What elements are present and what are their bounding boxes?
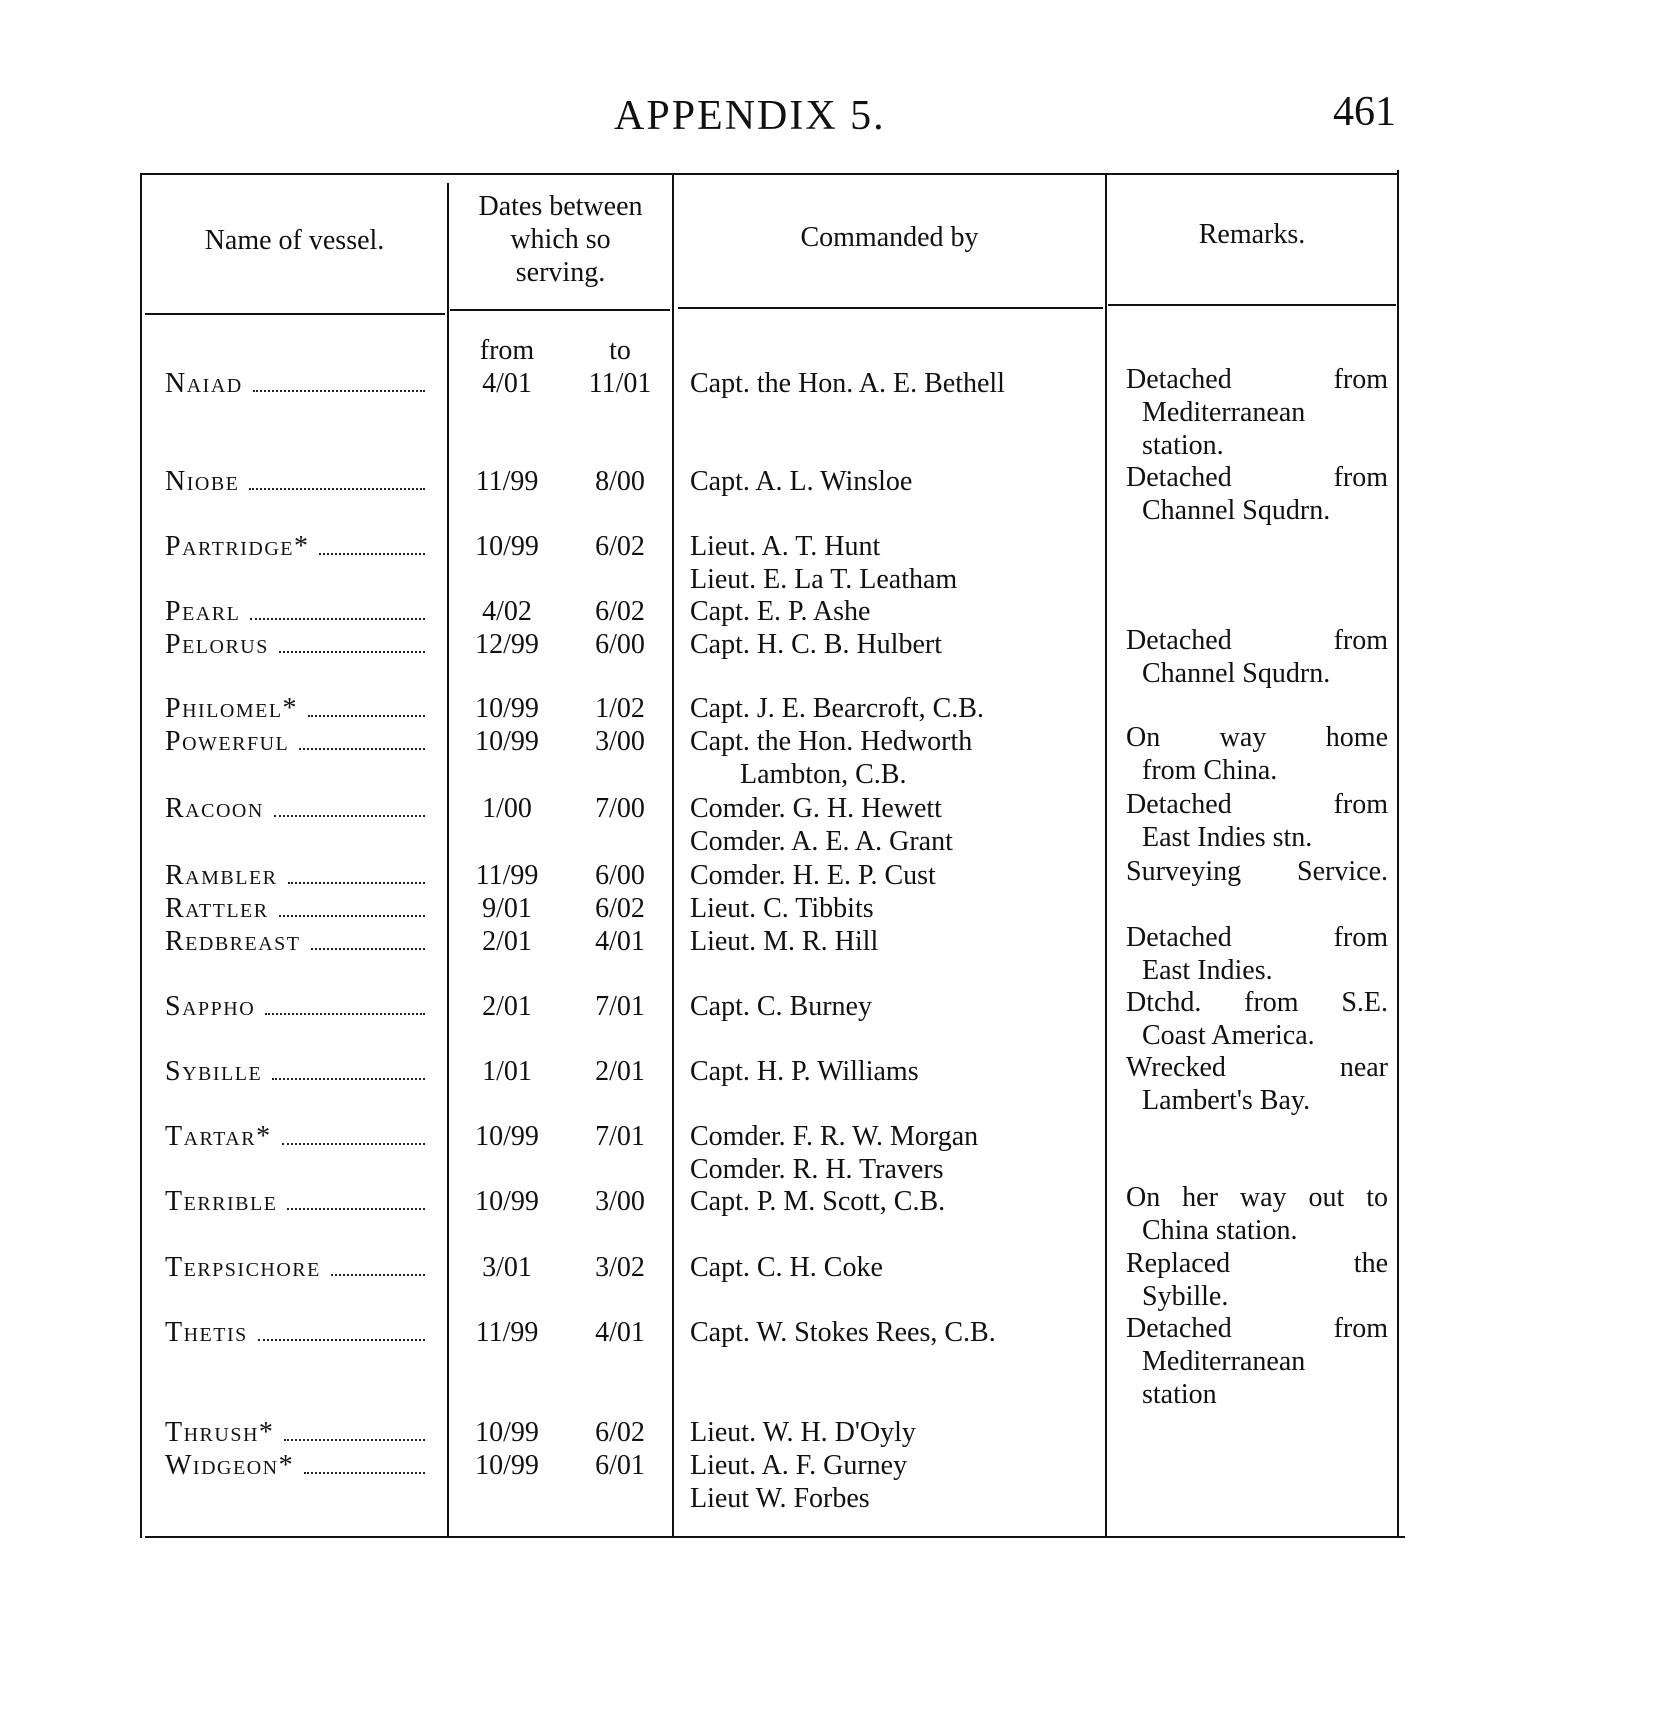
vessel-name — [165, 530, 427, 563]
remark-line: from China. — [1142, 755, 1278, 786]
vessel-name — [165, 1449, 427, 1482]
vessel-name — [165, 725, 427, 758]
header-dates-line: which so — [510, 224, 611, 255]
vessel-name-text: Rattler — [165, 893, 269, 924]
header-rule — [145, 313, 445, 315]
from-label: from — [479, 335, 535, 366]
commanders — [690, 465, 912, 498]
remark-line: Channel Squdrn. — [1142, 658, 1331, 689]
remark-line: Detached from — [1126, 625, 1388, 656]
vessel-name — [165, 1316, 427, 1349]
commanders — [690, 530, 957, 596]
date-to: 7/01 — [595, 1121, 645, 1152]
commander: Capt. the Hon. Hedworth — [690, 726, 973, 757]
commander: Capt. P. M. Scott, C.B. — [690, 1186, 946, 1217]
commanders — [690, 1416, 916, 1449]
commander: Lieut. E. La T. Leatham — [690, 564, 958, 595]
vessel-name-text: Redbreast — [165, 926, 301, 957]
commanders — [690, 1449, 907, 1515]
remark-line: station — [1142, 1379, 1217, 1410]
remarks — [1126, 921, 1388, 987]
commander: Capt. H. P. Williams — [690, 1056, 919, 1087]
date-to: 11/01 — [588, 368, 652, 399]
vessel-name-text: Racoon — [165, 793, 264, 824]
dot-leader — [250, 618, 425, 620]
commanders — [690, 792, 953, 858]
header-dates — [449, 190, 672, 289]
date-to: 4/01 — [595, 1317, 645, 1348]
remarks — [1126, 721, 1388, 787]
commanders — [690, 859, 936, 892]
commander: Lieut W. Forbes — [690, 1483, 870, 1514]
remark-line: China station. — [1142, 1215, 1298, 1246]
dot-leader — [284, 1439, 425, 1441]
table-row — [0, 922, 1680, 986]
commanders — [690, 1316, 996, 1349]
remark-line: Detached from — [1126, 1313, 1388, 1344]
date-to: 1/02 — [595, 693, 645, 724]
commander: Comder. H. E. P. Cust — [690, 860, 936, 891]
date-to: 7/01 — [595, 991, 645, 1022]
vessel-name-text: Widgeon* — [165, 1450, 295, 1481]
remark-line: Lambert's Bay. — [1142, 1085, 1311, 1116]
table-row — [0, 595, 1680, 628]
commanders — [690, 725, 972, 791]
remark-line: Dtchd. from S.E. — [1126, 987, 1388, 1018]
vessel-name — [165, 692, 427, 725]
date-from: 10/99 — [475, 1186, 539, 1217]
commander: Comder. F. R. W. Morgan — [690, 1121, 979, 1152]
date-to: 7/00 — [595, 793, 645, 824]
table-row — [0, 1248, 1680, 1312]
vessel-name — [165, 792, 427, 825]
date-to: 6/01 — [595, 1450, 645, 1481]
remarks — [1126, 855, 1388, 888]
dot-leader — [308, 715, 425, 717]
table-row — [0, 364, 1680, 461]
commander: Capt. H. C. B. Hulbert — [690, 629, 942, 660]
commander: Capt. W. Stokes Rees, C.B. — [690, 1317, 996, 1348]
dot-leader — [249, 488, 425, 490]
vessel-name — [165, 595, 427, 628]
vessel-name — [165, 925, 427, 958]
remarks — [1126, 1312, 1388, 1411]
remark-line: Mediterranean — [1142, 1346, 1306, 1377]
commander: Lieut. M. R. Hill — [690, 926, 879, 957]
vessel-name — [165, 990, 427, 1023]
dot-leader — [331, 1274, 425, 1276]
remark-line: On way home — [1126, 722, 1388, 753]
date-from: 2/01 — [482, 926, 532, 957]
date-to: 6/02 — [595, 531, 645, 562]
remark-line: On her way out to — [1126, 1182, 1388, 1213]
date-from: 4/02 — [482, 596, 532, 627]
vessel-name-text: Rambler — [165, 860, 278, 891]
date-to: 3/00 — [595, 726, 645, 757]
header-commanded-by: Commanded by — [800, 222, 979, 253]
remark-line: Detached from — [1126, 364, 1388, 395]
remarks — [1126, 461, 1388, 527]
vessel-name-text: Pelorus — [165, 629, 269, 660]
table-row — [0, 892, 1680, 925]
date-to: 8/00 — [595, 466, 645, 497]
vessel-name-text: Pearl — [165, 596, 241, 627]
remark-line: Coast America. — [1142, 1020, 1315, 1051]
table-row — [0, 1449, 1680, 1514]
table-row — [0, 1182, 1680, 1246]
remarks — [1126, 624, 1388, 690]
remarks — [1126, 1051, 1388, 1117]
dot-leader — [253, 390, 425, 392]
table-row — [0, 625, 1680, 689]
header-rule — [678, 307, 1103, 309]
vessel-name — [165, 1055, 427, 1088]
date-from: 10/99 — [475, 531, 539, 562]
vessel-name — [165, 892, 427, 925]
remark-line: Replaced the — [1126, 1248, 1388, 1279]
commander: Comder. R. H. Travers — [690, 1154, 944, 1185]
table-row — [0, 1416, 1680, 1449]
vessel-name-text: Philomel* — [165, 693, 299, 724]
header-rule — [1108, 304, 1396, 306]
date-from: 10/99 — [475, 1121, 539, 1152]
commander: Lieut. W. H. D'Oyly — [690, 1417, 916, 1448]
date-to: 6/00 — [595, 629, 645, 660]
remarks — [1126, 986, 1388, 1052]
commander: Capt. the Hon. A. E. Bethell — [690, 368, 1005, 399]
vessel-name — [165, 465, 427, 498]
commanders — [690, 692, 984, 725]
date-from: 2/01 — [482, 991, 532, 1022]
date-to: 6/02 — [595, 1417, 645, 1448]
date-from: 9/01 — [482, 893, 532, 924]
commander: Lieut. A. F. Gurney — [690, 1450, 908, 1481]
date-from: 11/99 — [475, 1317, 539, 1348]
date-to: 3/00 — [595, 1186, 645, 1217]
date-to: 6/02 — [595, 893, 645, 924]
table-row — [0, 462, 1680, 526]
table-row — [0, 530, 1680, 595]
vessel-name — [165, 628, 427, 661]
commander: Lieut. C. Tibbits — [690, 893, 874, 924]
header-remarks: Remarks. — [1198, 219, 1306, 250]
date-from: 10/99 — [475, 726, 539, 757]
vessel-name-text: Powerful — [165, 726, 290, 757]
commander: Comder. A. E. A. Grant — [690, 826, 953, 857]
remark-line: Detached from — [1126, 922, 1388, 953]
date-from: 10/99 — [475, 693, 539, 724]
remark-line: Channel Squdrn. — [1142, 495, 1331, 526]
remark-line: East Indies stn. — [1142, 822, 1313, 853]
remark-line: Surveying Service. — [1126, 856, 1388, 887]
vessel-name-text: Thrush* — [165, 1417, 275, 1448]
table-row — [0, 789, 1680, 857]
remarks — [1126, 1181, 1388, 1247]
date-to: 2/01 — [595, 1056, 645, 1087]
vessel-name-text: Terpsichore — [165, 1252, 321, 1283]
date-from: 1/01 — [482, 1056, 532, 1087]
dot-leader — [282, 1143, 425, 1145]
date-from: 1/00 — [482, 793, 532, 824]
remark-line: station. — [1142, 430, 1224, 461]
dot-leader — [299, 748, 425, 750]
remark-line: Detached from — [1126, 789, 1388, 820]
date-from: 11/99 — [475, 466, 539, 497]
commanders — [690, 990, 872, 1023]
commander: Capt. E. P. Ashe — [690, 596, 871, 627]
dot-leader — [311, 948, 425, 950]
remarks — [1126, 1247, 1388, 1313]
vessel-name-text: Sybille — [165, 1056, 263, 1087]
commander: Capt. J. E. Bearcroft, C.B. — [690, 693, 984, 724]
commanders — [690, 1251, 883, 1284]
remark-line: Mediterranean — [1142, 397, 1306, 428]
date-from: 4/01 — [482, 368, 532, 399]
date-to: 6/02 — [595, 596, 645, 627]
commanders — [690, 892, 874, 925]
dot-leader — [288, 882, 425, 884]
table-row — [0, 856, 1680, 892]
remarks — [1126, 788, 1388, 854]
commanders — [690, 1055, 919, 1088]
date-to: 3/02 — [595, 1252, 645, 1283]
remark-line: Detached from — [1126, 462, 1388, 493]
vessel-name — [165, 1185, 427, 1218]
vessel-name-text: Partridge* — [165, 531, 310, 562]
vessel-name-text: Thetis — [165, 1317, 248, 1348]
commander: Capt. A. L. Winsloe — [690, 466, 913, 497]
dot-leader — [287, 1208, 425, 1210]
table-top-rule — [140, 173, 1398, 175]
date-to: 6/00 — [595, 860, 645, 891]
dot-leader — [279, 915, 425, 917]
commanders — [690, 628, 942, 661]
vessel-name-text: Sappho — [165, 991, 256, 1022]
table-row — [0, 692, 1680, 725]
commanders — [690, 1185, 945, 1218]
commander: Capt. C. H. Coke — [690, 1252, 883, 1283]
dot-leader — [274, 815, 425, 817]
vessel-name-text: Naiad — [165, 368, 243, 399]
dot-leader — [319, 553, 425, 555]
dot-leader — [272, 1078, 425, 1080]
vessel-name — [165, 859, 427, 892]
commander: Lambton, C.B. — [740, 759, 907, 790]
commander: Capt. C. Burney — [690, 991, 872, 1022]
vessel-name-text: Niobe — [165, 466, 240, 497]
commanders — [690, 595, 870, 628]
page-number: 461 — [1333, 89, 1396, 135]
dot-leader — [279, 651, 425, 653]
table-row — [0, 1120, 1680, 1185]
vessel-name — [165, 1416, 427, 1449]
commanders — [690, 925, 878, 958]
commanders — [690, 367, 1005, 400]
header-dates-line: Dates between — [478, 191, 643, 222]
table-row — [0, 1313, 1680, 1410]
to-label: to — [609, 335, 631, 366]
vessel-name-text: Tartar* — [165, 1121, 272, 1152]
vessel-name — [165, 367, 427, 400]
remark-line: East Indies. — [1142, 955, 1273, 986]
header-rule — [450, 309, 670, 311]
date-from: 11/99 — [475, 860, 539, 891]
vessel-name — [165, 1120, 427, 1153]
date-from: 10/99 — [475, 1450, 539, 1481]
vessel-name-text: Terrible — [165, 1186, 278, 1217]
commanders — [690, 1120, 978, 1186]
date-from: 3/01 — [482, 1252, 532, 1283]
remark-line: Wrecked near — [1126, 1052, 1388, 1083]
table-bottom-rule — [145, 1536, 1405, 1538]
commander: Lieut. A. T. Hunt — [690, 531, 881, 562]
remark-line: Sybille. — [1142, 1281, 1229, 1312]
vessel-name — [165, 1251, 427, 1284]
dot-leader — [265, 1013, 425, 1015]
header-dates-line: serving. — [515, 257, 606, 288]
dot-leader — [258, 1339, 425, 1341]
table-row — [0, 722, 1680, 790]
page-title: APPENDIX 5. — [614, 93, 886, 139]
header-name-of-vessel: Name of vessel. — [204, 225, 385, 256]
date-to: 4/01 — [595, 926, 645, 957]
date-from: 12/99 — [475, 629, 539, 660]
date-from: 10/99 — [475, 1417, 539, 1448]
table-row — [0, 1052, 1680, 1116]
dot-leader — [304, 1472, 425, 1474]
commander: Comder. G. H. Hewett — [690, 793, 942, 824]
remarks — [1126, 363, 1388, 462]
table-row — [0, 987, 1680, 1051]
